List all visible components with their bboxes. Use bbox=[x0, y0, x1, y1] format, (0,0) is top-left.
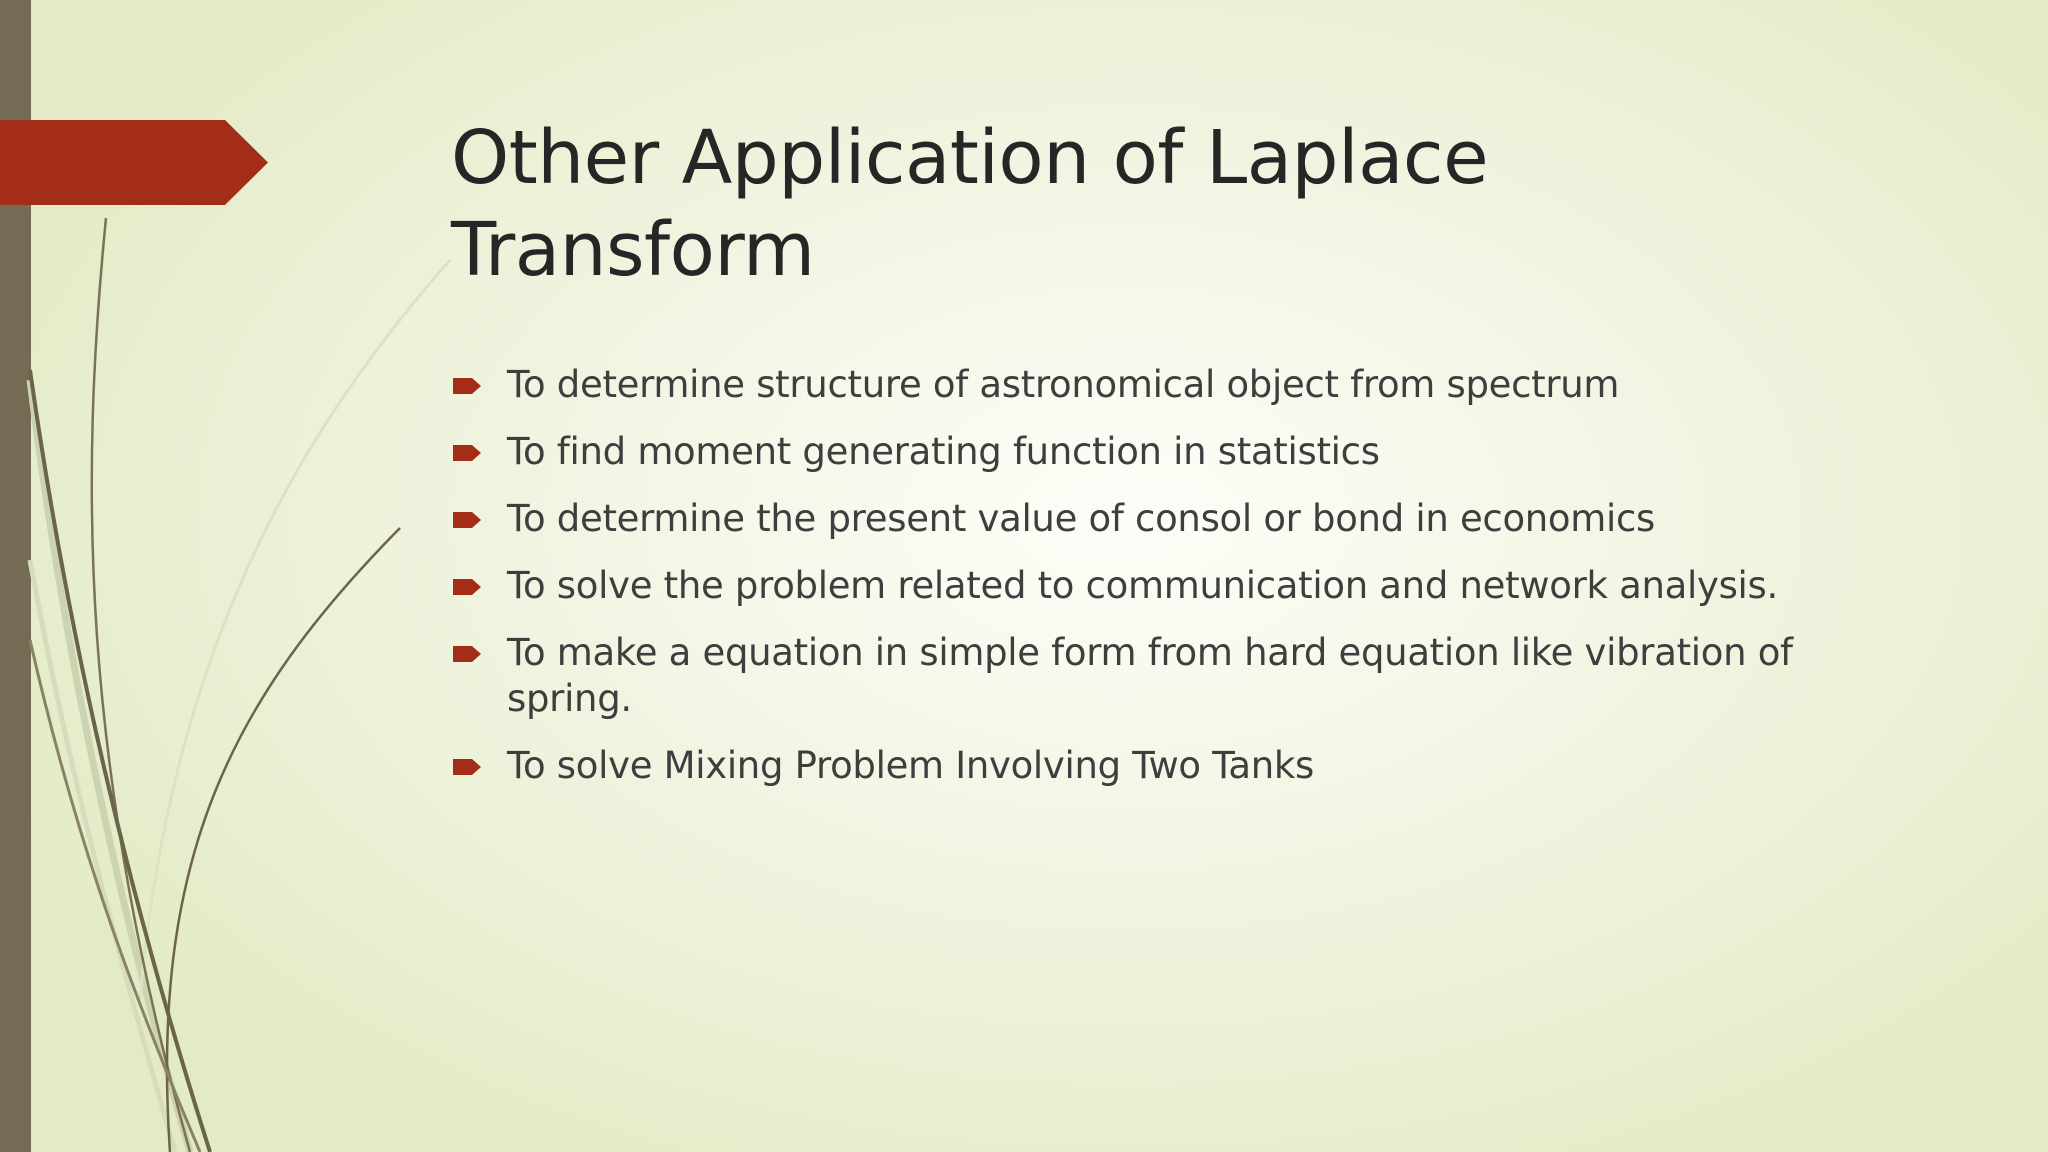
bullet-text: To find moment generating function in statistics bbox=[507, 430, 1380, 473]
bullet-text: To make a equation in simple form from hard equation like vibration of spring. bbox=[507, 631, 1793, 720]
arrow-bullet-icon bbox=[453, 512, 481, 528]
list-item bbox=[451, 563, 1871, 609]
list-item bbox=[451, 496, 1871, 542]
list-item bbox=[451, 743, 1871, 789]
list-item bbox=[451, 362, 1871, 408]
list-item bbox=[451, 429, 1871, 475]
arrow-bullet-icon bbox=[453, 378, 481, 394]
list-item bbox=[451, 630, 1871, 722]
bullet-list bbox=[451, 362, 1871, 810]
bullet-text: To determine structure of astronomical object from spectrum bbox=[507, 363, 1620, 406]
arrow-bullet-icon bbox=[453, 759, 481, 775]
arrow-bullet-icon bbox=[453, 579, 481, 595]
bullet-text: To solve the problem related to communication and network analysis. bbox=[507, 564, 1778, 607]
title-arrow-flag bbox=[0, 120, 268, 205]
bullet-text: To determine the present value of consol or bond in economics bbox=[507, 497, 1656, 540]
slide-title: Other Application of Laplace Transform bbox=[451, 115, 1489, 293]
arrow-bullet-icon bbox=[453, 646, 481, 662]
bullet-text: To solve Mixing Problem Involving Two Tanks bbox=[507, 744, 1315, 787]
arrow-bullet-icon bbox=[453, 445, 481, 461]
